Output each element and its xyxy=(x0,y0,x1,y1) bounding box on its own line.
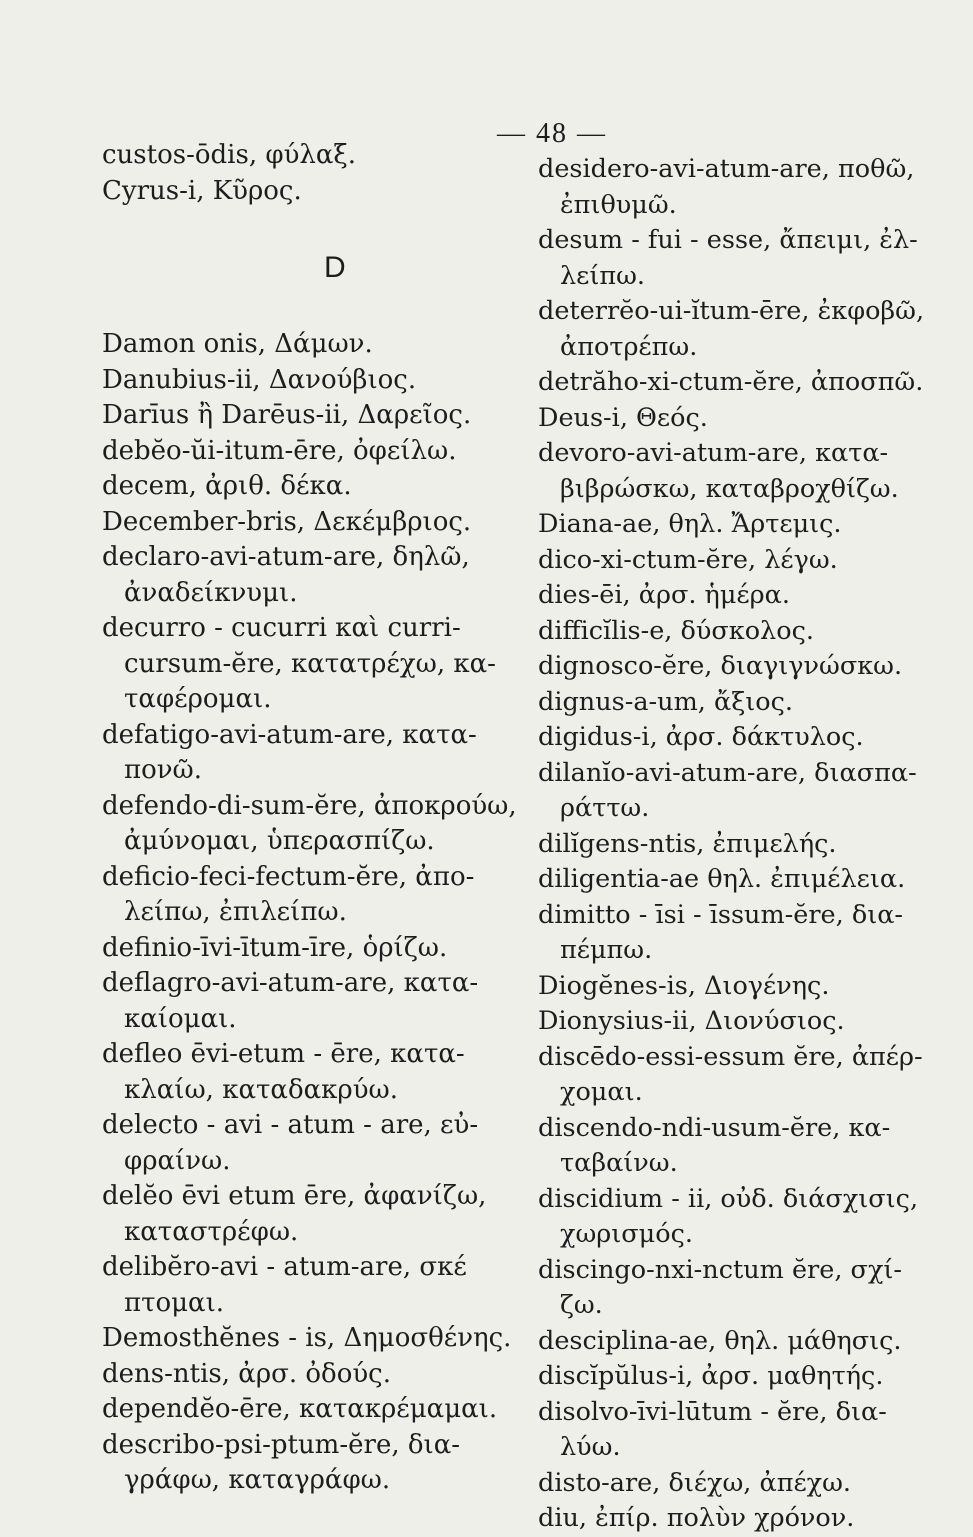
dictionary-entry: delĕo ēvi etum ēre, ἀφανίζω, xyxy=(102,1181,487,1211)
dictionary-entry: dimitto - īsi - īssum-ĕre, δια- xyxy=(538,899,904,930)
dictionary-entry: desidero-avi-atum-are, ποθῶ, xyxy=(538,154,915,184)
left-column xyxy=(102,138,522,1499)
dictionary-entry-continuation: πτομαι. xyxy=(124,1287,225,1318)
dictionary-entry: desum - fui - esse, ἄπειμι, ἐλ- xyxy=(538,225,918,255)
dictionary-entry: Diana-ae, θηλ. Ἄρτεμις. xyxy=(538,509,842,539)
dictionary-entry-continuation: φραίνω. xyxy=(124,1145,231,1176)
dictionary-entry: Deus-i, Θεός. xyxy=(538,402,708,433)
dictionary-entry-continuation: λύω. xyxy=(560,1432,621,1462)
dictionary-entry-continuation: ταβαίνω. xyxy=(560,1148,678,1178)
dictionary-entry-continuation: ράττω. xyxy=(560,793,650,823)
dictionary-entry: delibĕro-avi - atum-are, σκέ xyxy=(102,1252,467,1282)
dictionary-entry: detrăho-xi-ctum-ĕre, ἀποσπῶ. xyxy=(538,367,924,397)
dictionary-entry: dico-xi-ctum-ĕre, λέγω. xyxy=(538,544,838,575)
dictionary-entry-continuation: πέμπω. xyxy=(560,935,653,965)
dictionary-entry: defendo-di-sum-ĕre, ἀποκρούω, xyxy=(102,790,517,821)
dictionary-entry: definio-īvi-ītum-īre, ὁρίζω. xyxy=(102,932,448,963)
dictionary-entry-continuation: λείπω. xyxy=(560,260,646,291)
dictionary-entry: dependĕo-ēre, κατακρέμαμαι. xyxy=(102,1394,498,1424)
dictionary-entry: discendo-ndi-usum-ĕre, κα- xyxy=(538,1112,891,1143)
dictionary-entry: defatigo-avi-atum-are, κατα- xyxy=(102,719,477,750)
dictionary-entry: disto-are, διέχω, ἀπέχω. xyxy=(538,1467,852,1498)
dictionary-entry: declaro-avi-atum-are, δηλῶ, xyxy=(102,542,470,572)
dictionary-entry-continuation: χωρισμός. xyxy=(560,1219,693,1249)
dictionary-entry-continuation: cursum-ĕre, κατατρέχω, κα- xyxy=(124,648,496,679)
dictionary-entry: Diogĕnes-is, Διογένης. xyxy=(538,970,830,1001)
dictionary-entry: difficĭlis-e, δύσκολος. xyxy=(538,615,814,646)
dictionary-entry: disolvo-īvi-lūtum - ĕre, δια- xyxy=(538,1396,887,1427)
dictionary-entry-continuation: γράφω, καταγράφω. xyxy=(124,1465,391,1495)
dictionary-entry: defleo ēvi-etum - ēre, κατα- xyxy=(102,1039,465,1069)
dictionary-entry: discidium - ii, οὐδ. διάσχισις, xyxy=(538,1183,919,1214)
dictionary-entry-continuation: ἀποτρέπω. xyxy=(560,331,698,362)
dictionary-entry: dilanĭo-avi-atum-are, διασπα- xyxy=(538,757,917,788)
dictionary-entry-continuation: κλαίω, καταδακρύω. xyxy=(124,1074,398,1105)
dictionary-entry: dilĭgens-ntis, ἐπιμελής. xyxy=(538,828,837,859)
dictionary-entry: Cyrus-i, Κῦρος. xyxy=(102,175,302,206)
dictionary-entry: Darīus ἢ Darēus-ii, Δαρεῖος. xyxy=(102,400,472,430)
dictionary-entry: Damon onis, Δάμων. xyxy=(102,329,373,359)
dictionary-entry: dignus-a-um, ἄξιος. xyxy=(538,686,793,717)
dictionary-entry: Dionysius-ii, Διονύσιος. xyxy=(538,1006,845,1036)
dictionary-entry: desciplina-ae, θηλ. μάθησις. xyxy=(538,1325,902,1356)
dictionary-entry: deterrĕo-ui-ĭtum-ēre, ἐκφοβῶ, xyxy=(538,296,925,326)
dictionary-entry: debĕo-ŭi-itum-ēre, ὀφείλω. xyxy=(102,435,457,466)
dictionary-entry: digidus-i, ἀρσ. δάκτυλος. xyxy=(538,722,864,752)
dictionary-entry: diu, ἐπίρ. πολὺν χρόνον. xyxy=(538,1503,855,1533)
dictionary-entry: deflagro-avi-atum-are, κατα- xyxy=(102,968,479,998)
dictionary-entry-continuation: ζω. xyxy=(560,1290,603,1320)
dictionary-entry: dies-ēi, ἀρσ. ἡμέρα. xyxy=(538,580,790,610)
dictionary-entry-continuation: καταστρέφω. xyxy=(124,1216,299,1247)
dictionary-entry: decem, ἀριθ. δέκα. xyxy=(102,471,352,501)
dictionary-entry-continuation: ἀμύνομαι, ὑπερασπίζω. xyxy=(124,826,435,856)
dictionary-entry: custos-ōdis, φύλαξ. xyxy=(102,140,356,170)
dictionary-entry-continuation: λείπω, ἐπιλείπω. xyxy=(124,897,347,927)
dictionary-entry: December-bris, Δεκέμβριος. xyxy=(102,506,472,537)
dictionary-entry: dens-ntis, ἀρσ. ὀδούς. xyxy=(102,1358,391,1389)
dictionary-entry: dignosco-ĕre, διαγιγνώσκω. xyxy=(538,651,903,681)
dictionary-entry: devoro-avi-atum-are, κατα- xyxy=(538,438,889,468)
dictionary-entry-continuation: βιβρώσκω, καταβροχθίζω. xyxy=(560,473,899,504)
section-letter-heading: D xyxy=(324,251,346,284)
dictionary-entry: discĭpŭlus-i, ἀρσ. μαθητής. xyxy=(538,1361,884,1391)
page-number: — 48 — xyxy=(497,118,607,149)
dictionary-entry: deficio-feci-fectum-ĕre, ἀπο- xyxy=(102,861,475,892)
dictionary-entry: discingo-nxi-nctum ĕre, σχί- xyxy=(538,1254,903,1285)
dictionary-entry-continuation: χομαι. xyxy=(560,1077,643,1107)
dictionary-entry-continuation: ταφέρομαι. xyxy=(124,684,272,714)
dictionary-entry-continuation: ἀναδείκνυμι. xyxy=(124,577,298,608)
dictionary-entry-continuation: πονῶ. xyxy=(124,755,203,785)
dictionary-entry: decurro - cucurri καὶ curri- xyxy=(102,613,461,643)
dictionary-entry-continuation: ἐπιθυμῶ. xyxy=(560,189,677,220)
dictionary-entry-continuation: καίομαι. xyxy=(124,1003,237,1034)
dictionary-entry: discēdo-essi-essum ĕre, ἀπέρ- xyxy=(538,1041,923,1072)
dictionary-entry: diligentia-ae θηλ. ἐπιμέλεια. xyxy=(538,864,906,894)
dictionary-entry: delecto - avi - atum - are, εὐ- xyxy=(102,1110,479,1140)
dictionary-entry: Demosthĕnes - is, Δημοσθένης. xyxy=(102,1323,512,1353)
dictionary-entry: describo-psi-ptum-ĕre, δια- xyxy=(102,1429,461,1460)
right-column xyxy=(538,152,970,1537)
dictionary-entry: Danubius-ii, Δανούβιος. xyxy=(102,364,417,395)
